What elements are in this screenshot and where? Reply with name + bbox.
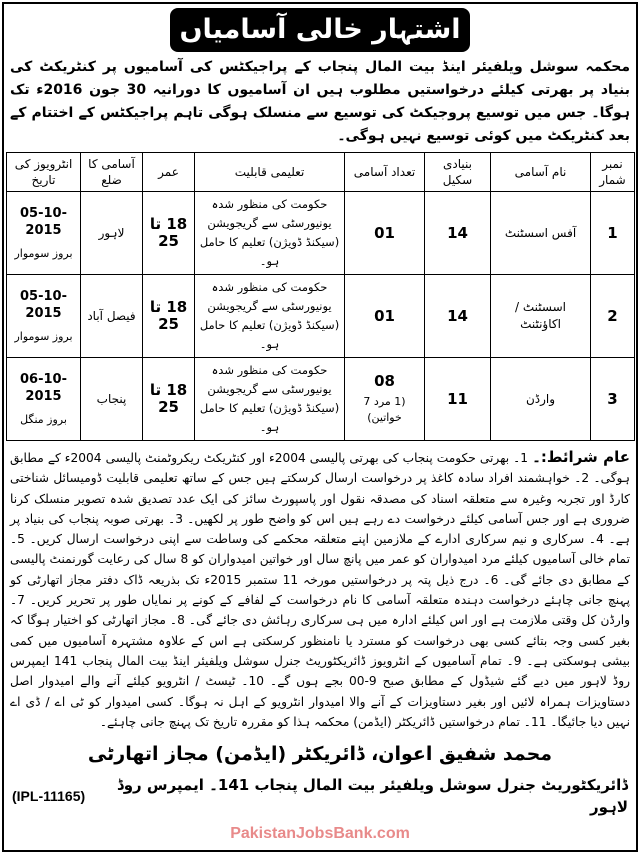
intro-paragraph: محکمہ سوشل ویلفیئر اینڈ بیت المال پنجاب کے پراجیکٹس کی آسامیوں پر کنٹریکٹ کی بنیاد پر بھرتی کیلئے درخواستیں مطلوب ہیں ان آسامیوں کا دورانیہ 30 جون 2016ء تک ہوگا۔ جس میں توسیع پروجیکٹ کی توسیع سے منسلک ہوگی تاہم پراجیکٹس کے اختتام کے بعد کنٹریکٹ میں کوئی توسیع نہیں ہوگی۔ (10, 59, 630, 144)
table-row (7, 192, 635, 275)
header-serial: نمبر شمار (591, 153, 635, 192)
date: 06-10-2015 (20, 371, 67, 404)
conditions-body: 1۔ بھرتی حکومت پنجاب کی بھرتی پالیسی 2004ء اور کنٹریکٹ ریکروٹمنٹ پالیسی 2004ء کے مطابق ہوگی۔ 2۔ خواہشمند افراد سادہ کاغذ پر درخواست ارسال کرسکتے ہیں جس کے ساتھ تعلیمی قابلیت ڈومیسائل شناختی کارڈ اور تجربہ وغیرہ سے متعلقہ اسناد کی مصدقہ نقول اور پاسپورٹ سائز کی ایک عدد تصدیق شدہ تصویر منسلک کرنا ضروری ہے اور جس آسامی کیلئے درخواست دے رہے ہیں اس کو واضح طور پر لکھیں۔ 3۔ بھرتی صوبہ پنجاب کی بنیاد پر ہے۔ 4۔ سرکاری و نیم سرکاری ادارے کے ملازمین اپنے متعلقہ محکمے کی وساطت سے اپنی درخواست ارسال کریں۔ 5۔ تمام خالی آسامیوں کیلئے مرد امیدواران کو عمر میں پانچ سال اور خواتین امیدواران کو 8 سال کی رعایت گورنمنٹ پالیسی کے مطابق دی جائے گی۔ 6۔ درج ذیل پتہ پر درخواستیں مورخہ 11 ستمبر 2015ء تک بذریعہ ڈاک دفتر مجاز اتھارٹی کو پہنچ جانی چاہئے درخواست دہندہ متعلقہ آسامی کا نام درخواست کے لفافے کے کونے پر نمایاں طور پر تحریر کریں۔ 7۔ وارڈن کل وقتی ملازمت ہے اور اس کیلئے ادارہ میں ہی سرکاری رہائش دی جائے گی۔ 8۔ مجاز اتھارٹی کو اختیار ہوگا کہ بغیر کسی وجہ بتائے کسی بھی درخواست کو مسترد یا نامنظور کرسکتی ہے اس کے علاوہ مشتہرہ آسامیوں میں کمی بیشی ہوسکتی ہے۔ 9۔ تمام آسامیوں کے انٹرویوز ڈائریکٹوریٹ جنرل سوشل ویلفیئر اینڈ بیت المال پنجاب 141 ایمپرس روڈ لاہور میں دیے گئے شیڈول کے مطابق صبح 9-00 بجے ہوں گے۔ 10۔ ٹیسٹ / انٹرویو کیلئے آنے والے امیدوار اصل دستاویزات ہمراہ لائیں اور بغیر دستاویزات کے آنے والا امیدوار انٹرویو کے اہل نہ ہوگا۔ کسی امیدوار کو ٹی اے / ڈی اے نہیں دیا جائیگا۔ 11۔ تمام درخواستیں ڈائریکٹر (ایڈمن) محکمہ ہذا کو مقررہ تاریخ تک پہنچ جانی چاہئے۔ (10, 451, 630, 729)
date: 05-10-2015 (20, 288, 67, 321)
scale: 14 (425, 275, 491, 358)
date: 05-10-2015 (20, 205, 67, 238)
header-district: آسامی کا ضلع (81, 153, 143, 192)
serial: 3 (591, 358, 635, 441)
count-note: (1 مرد 7 خواتین) (363, 394, 406, 424)
header-interview-date: انٹرویوز کی تاریخ (7, 153, 81, 192)
qualification-line2: (سیکنڈ ڈویژن) تعلیم کا حامل ہو۔ (199, 235, 340, 268)
table-header-row (7, 153, 635, 192)
ad-title: اشتہار خالی آسامیاں (170, 8, 470, 52)
post-name: آفس اسسٹنٹ (491, 192, 591, 275)
district: فیصل آباد (81, 275, 143, 358)
reference-code: (IPL-11165) (12, 788, 86, 805)
count-value: 01 (374, 306, 395, 325)
interview-date (7, 358, 81, 441)
count (345, 275, 425, 358)
qualification-line1: حکومت کی منظور شدہ یونیورسٹی سے گریجویشن (207, 280, 332, 313)
title-banner (6, 8, 634, 52)
footer (6, 774, 634, 818)
district: لاہور (81, 192, 143, 275)
signatory: محمد شفیق اعوان، ڈائریکٹر (ایڈمن) مجاز اتھارٹی (87, 743, 553, 766)
conditions-heading: عام شرائط:۔ (532, 448, 631, 466)
count-value: 01 (374, 223, 395, 242)
header-scale: بنیادی سکیل (425, 153, 491, 192)
age: 18 تا 25 (143, 275, 195, 358)
count (345, 192, 425, 275)
header-qualification: تعلیمی قابلیت (195, 153, 345, 192)
watermark: PakistanJobsBank.com (230, 825, 410, 843)
table-row (7, 275, 635, 358)
header-age: عمر (143, 153, 195, 192)
qualification (195, 358, 345, 441)
qualification (195, 192, 345, 275)
age: 18 تا 25 (143, 192, 195, 275)
post-name: اسسٹنٹ / اکاؤنٹنٹ (491, 275, 591, 358)
post-name: وارڈن (491, 358, 591, 441)
serial: 2 (591, 275, 635, 358)
interview-date (7, 275, 81, 358)
header-count: تعداد آسامی (345, 153, 425, 192)
vacancies-table (6, 152, 635, 441)
scale: 14 (425, 192, 491, 275)
header-post: نام آسامی (491, 153, 591, 192)
day: بروز سوموار (14, 246, 73, 260)
interview-date (7, 192, 81, 275)
qualification-line2: (سیکنڈ ڈویژن) تعلیم کا حامل ہو۔ (199, 401, 340, 434)
table-row (7, 358, 635, 441)
age: 18 تا 25 (143, 358, 195, 441)
serial: 1 (591, 192, 635, 275)
office-address: ڈائریکٹوریٹ جنرل سوشل ویلفیئر بیت المال پنجاب 141۔ ایمپرس روڈ لاہور (117, 776, 628, 817)
qualification-line2: (سیکنڈ ڈویژن) تعلیم کا حامل ہو۔ (199, 318, 340, 351)
count (345, 358, 425, 441)
qualification-line1: حکومت کی منظور شدہ یونیورسٹی سے گریجویشن (207, 197, 332, 230)
qualification-line1: حکومت کی منظور شدہ یونیورسٹی سے گریجویشن (207, 363, 332, 396)
day: بروز منگل (20, 412, 67, 426)
district: پنجاب (81, 358, 143, 441)
qualification (195, 275, 345, 358)
count-value: 08 (374, 371, 395, 390)
day: بروز سوموار (14, 329, 73, 343)
general-conditions (6, 447, 634, 732)
scale: 11 (425, 358, 491, 441)
job-advertisement (2, 2, 638, 852)
